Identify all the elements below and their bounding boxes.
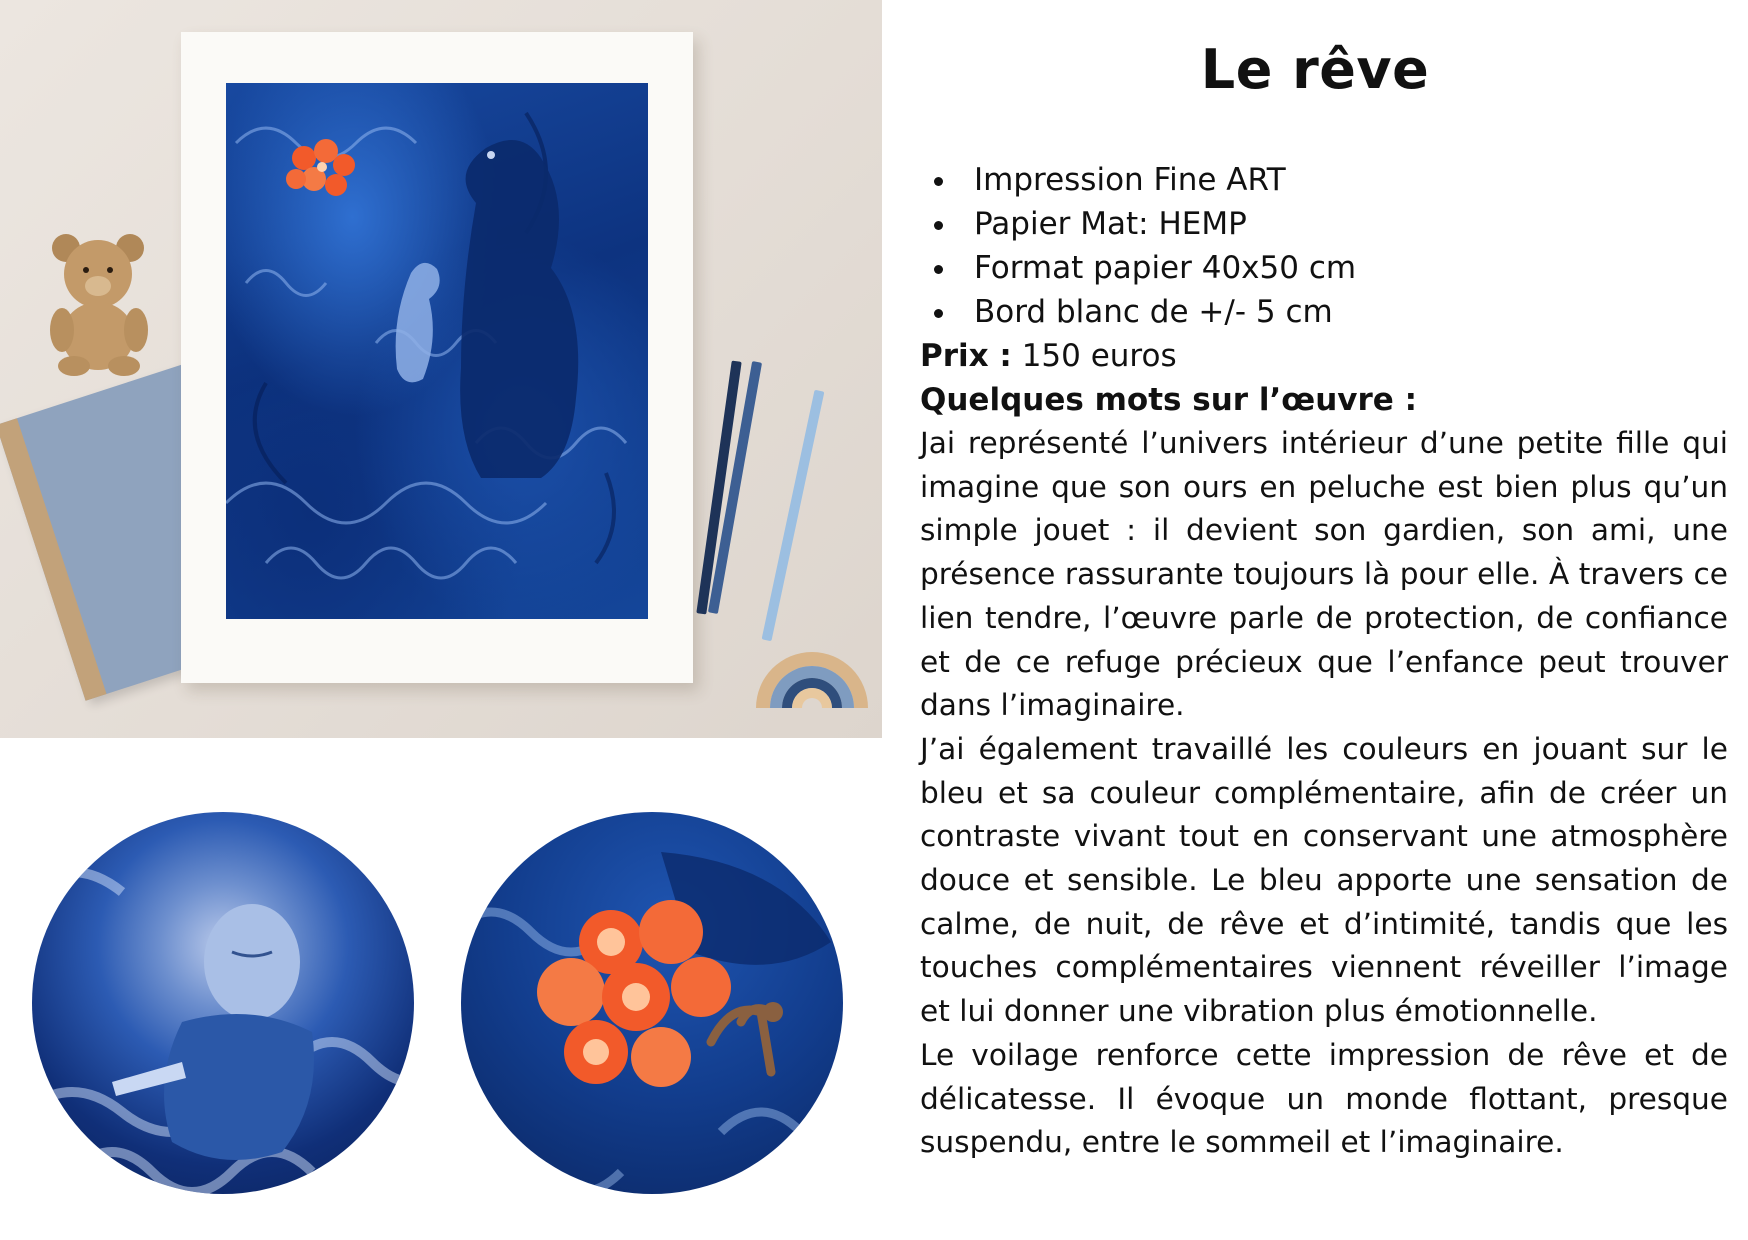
spec-item: Bord blanc de +/- 5 cm [974, 290, 1356, 334]
price-value: 150 euros [1021, 338, 1177, 374]
spec-list [922, 158, 1356, 334]
spec-item: Impression Fine ART [974, 158, 1356, 202]
teddy-bear-illustration [44, 226, 164, 376]
description-paragraph: Jai représenté l’univers intérieur d’une petite fille qui imagine que son ours en peluche est bien plus qu’un simple jouet : il devient son gardien, son ami, une présence rassurante toujours là pour elle. À travers ce lien tendre, l’œuvre parle de protection, de confiance et de ce refuge précieux que l’enfance peut trouver dans l’imaginaire. [920, 426, 1728, 723]
detail-crop-mushrooms [461, 812, 843, 1194]
artwork-le-reve [226, 83, 648, 619]
wooden-rainbow-toy-illustration [752, 598, 872, 718]
price-label: Prix : [920, 338, 1012, 374]
product-mockup-photo [0, 0, 882, 738]
page-title: Le rêve [1200, 38, 1430, 101]
description-paragraph: J’ai également travaillé les couleurs en jouant sur le bleu et sa couleur complémentaire, afin de créer un contraste vivant tout en conservant une atmosphère douce et sensible. Le bleu apporte une sensation de calme, de nuit, de rêve et d’intimité, tandis que les touches complémentaires viennent réveiller l’image et lui donner une vibration plus émotionnelle. [920, 731, 1728, 1029]
detail-crop-girl [32, 812, 414, 1194]
spec-item: Format papier 40x50 cm [974, 246, 1356, 290]
price-line [920, 334, 1177, 378]
artwork-description [920, 422, 1728, 1165]
description-paragraph: Le voilage renforce cette impression de rêve et de délicatesse. Il évoque un monde flottant, presque suspendu, entre le sommeil et l’imaginaire. [920, 1037, 1728, 1160]
about-heading: Quelques mots sur l’œuvre : [920, 382, 1417, 418]
spec-item: Papier Mat: HEMP [974, 202, 1356, 246]
